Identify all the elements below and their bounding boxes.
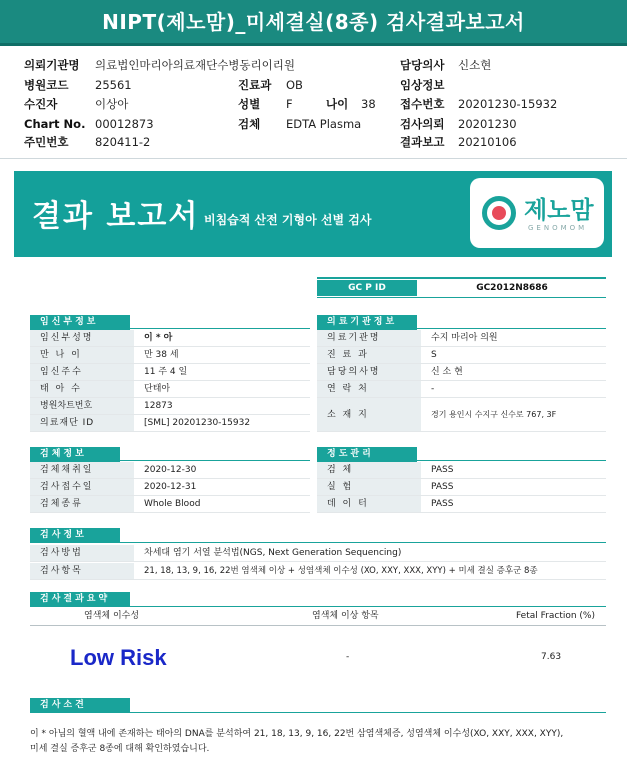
rrn-label: 주민번호 — [24, 135, 69, 149]
result-report-banner — [14, 171, 612, 257]
institution-key: 담당의사명 — [317, 364, 421, 380]
fetal-fraction-value: 7.63 — [541, 652, 562, 662]
sex-value: F — [286, 97, 293, 111]
specimen-line — [30, 460, 310, 461]
institution-line — [317, 328, 606, 329]
pregnancy-row — [30, 415, 310, 432]
report-date-value: 20210106 — [458, 135, 517, 149]
patient-value: 이상아 — [95, 97, 129, 111]
pregnancy-value: 이 * 아 — [144, 333, 173, 343]
receipt-label: 접수번호 — [400, 97, 445, 111]
specimen-row — [30, 462, 310, 479]
pregnancy-line — [30, 328, 310, 329]
opinion-line-2: 미세 결실 증후군 8종에 대해 확인하였습니다. — [30, 744, 210, 754]
report-date-label: 결과보고 — [400, 135, 445, 149]
pregnancy-key: 태 아 수 — [30, 381, 134, 397]
institution-label: 의뢰기관명 — [24, 58, 80, 72]
test-method-value: 차세대 염기 서열 분석법(NGS, Next Generation Sequencing) — [144, 548, 402, 558]
institution-row — [317, 347, 606, 364]
qc-row — [317, 462, 606, 479]
doctor-value: 신소현 — [458, 58, 492, 72]
header-row-3 — [0, 96, 627, 112]
pregnancy-row — [30, 330, 310, 347]
banner-subtitle: 비침습적 산전 기형아 선별 검사 — [204, 213, 372, 227]
specimen-label: 검체 — [238, 117, 261, 131]
institution-key: 진 료 과 — [317, 347, 421, 363]
summary-col-aneuploidy: 염색체 이수성 — [84, 611, 140, 621]
test-info-header: 검사정보 — [30, 528, 120, 543]
specimen-value: 2020-12-30 — [144, 465, 197, 475]
request-value: 20201230 — [458, 117, 517, 131]
specimen-key: 검체채취일 — [30, 462, 134, 478]
specimen-value: 2020-12-31 — [144, 482, 197, 492]
opinion-text — [30, 727, 610, 757]
institution-info-header: 의료기관정보 — [317, 315, 417, 330]
summary-header: 검사결과요약 — [30, 592, 130, 607]
qc-value: PASS — [431, 465, 454, 475]
opinion-line — [30, 712, 606, 713]
test-method-key: 검사방법 — [30, 545, 134, 561]
test-line — [30, 542, 606, 543]
qc-value: PASS — [431, 482, 454, 492]
logo-english-text: GENOMOM — [528, 224, 588, 232]
pregnancy-row — [30, 381, 310, 398]
test-items-key: 검사항목 — [30, 563, 134, 579]
summary-col-fetal-fraction: Fetal Fraction (%) — [516, 611, 595, 621]
summary-col-divider — [30, 625, 606, 626]
rrn-value: 820411-2 — [95, 135, 151, 149]
request-label: 검사의뢰 — [400, 117, 445, 131]
pregnancy-value: 11 주 4 일 — [144, 367, 188, 377]
specimen-key: 검체종류 — [30, 496, 134, 512]
qc-value: PASS — [431, 499, 454, 509]
specimen-value: EDTA Plasma — [286, 117, 362, 131]
opinion-header: 검사소견 — [30, 698, 130, 713]
qc-line — [317, 460, 606, 461]
pregnancy-key: 병원차트번호 — [30, 398, 134, 414]
institution-key: 의료기관명 — [317, 330, 421, 346]
qc-header: 정도관리 — [317, 447, 417, 462]
dept-label: 진료과 — [238, 78, 272, 92]
summary-line — [30, 606, 606, 607]
institution-value: 경기 용인시 수지구 신수로 767, 3F — [431, 410, 557, 419]
header-row-2 — [0, 77, 627, 93]
test-items-value: 21, 18, 13, 9, 16, 22번 염색체 이상 + 성염색체 이수성 (XO, XXY, XXX, XYY) + 미세 결실 증후군 8종 — [144, 566, 538, 576]
specimen-row — [30, 496, 310, 513]
pregnancy-info-header: 임신부정보 — [30, 315, 130, 330]
specimen-row — [30, 479, 310, 496]
institution-row — [317, 398, 606, 432]
institution-key: 연 락 처 — [317, 381, 421, 397]
institution-value: 신 소 현 — [431, 367, 463, 377]
institution-value: 수지 마리아 의원 — [431, 333, 498, 343]
pregnancy-row — [30, 347, 310, 364]
banner-title: 결과 보고서 — [32, 199, 200, 234]
age-value: 38 — [361, 97, 376, 111]
pregnancy-key: 임신주수 — [30, 364, 134, 380]
qc-row — [317, 479, 606, 496]
pregnancy-value: 12873 — [144, 401, 173, 411]
institution-key: 소 재 지 — [317, 398, 421, 431]
qc-key: 검 체 — [317, 462, 421, 478]
gcp-id-label: GC P ID — [317, 280, 417, 296]
opinion-line-1: 이 * 아님의 혈액 내에 존재하는 태아의 DNA를 분석하여 21, 18, 13, 9, 16, 22번 삼염색체증, 성염색체 이수성(XO, XXY, XXX, XYY), — [30, 729, 564, 739]
doctor-label: 담당의사 — [400, 58, 445, 72]
pregnancy-key: 의료재단 ID — [30, 415, 134, 431]
specimen-info-header: 검체정보 — [30, 447, 120, 462]
pregnancy-row — [30, 364, 310, 381]
patient-label: 수진자 — [24, 97, 58, 111]
institution-value: - — [431, 384, 435, 394]
receipt-value: 20201230-15932 — [458, 97, 558, 111]
institution-row — [317, 381, 606, 398]
logo-korean-text: 제노맘 — [524, 196, 594, 224]
summary-col-abnormal: 염색체 이상 항목 — [312, 611, 379, 621]
test-items-row — [30, 563, 606, 580]
header-row-5 — [0, 134, 627, 150]
institution-value: 의료법인마리아의료재단수병동리이리원 — [95, 58, 295, 72]
pregnancy-value: [SML] 20201230-15932 — [144, 418, 251, 428]
pregnancy-key: 만 나 이 — [30, 347, 134, 363]
specimen-key: 검사접수일 — [30, 479, 134, 495]
genomom-logo — [470, 178, 604, 248]
institution-row — [317, 364, 606, 381]
abnormal-value: - — [346, 652, 350, 662]
pregnancy-value: 단태아 — [144, 384, 171, 394]
header-row-1 — [0, 57, 627, 73]
dept-value: OB — [286, 78, 303, 92]
chart-label: Chart No. — [24, 117, 86, 131]
specimen-value: Whole Blood — [144, 499, 201, 509]
hospital-code-value: 25561 — [95, 78, 132, 92]
clinical-label: 임상정보 — [400, 78, 445, 92]
risk-result: Low Risk — [70, 645, 167, 670]
institution-row — [317, 330, 606, 347]
age-label: 나이 — [326, 97, 349, 111]
qc-row — [317, 496, 606, 513]
qc-key: 데 이 터 — [317, 496, 421, 512]
pregnancy-row — [30, 398, 310, 415]
institution-value: S — [431, 350, 437, 360]
sex-label: 성별 — [238, 97, 261, 111]
gcp-top-line — [317, 277, 606, 279]
header-divider — [0, 158, 627, 159]
pregnancy-key: 임신부성명 — [30, 330, 134, 346]
pregnancy-value: 만 38 세 — [144, 350, 179, 360]
logo-dot-icon — [492, 206, 506, 220]
gcp-id-value: GC2012N8686 — [476, 283, 548, 293]
report-title: NIPT(제노맘)_미세결실(8종) 검사결과보고서 — [0, 0, 627, 46]
qc-key: 실 험 — [317, 479, 421, 495]
gcp-bottom-line — [317, 297, 606, 298]
header-row-4 — [0, 116, 627, 132]
chart-value: 00012873 — [95, 117, 154, 131]
hospital-code-label: 병원코드 — [24, 78, 69, 92]
test-method-row — [30, 545, 606, 562]
